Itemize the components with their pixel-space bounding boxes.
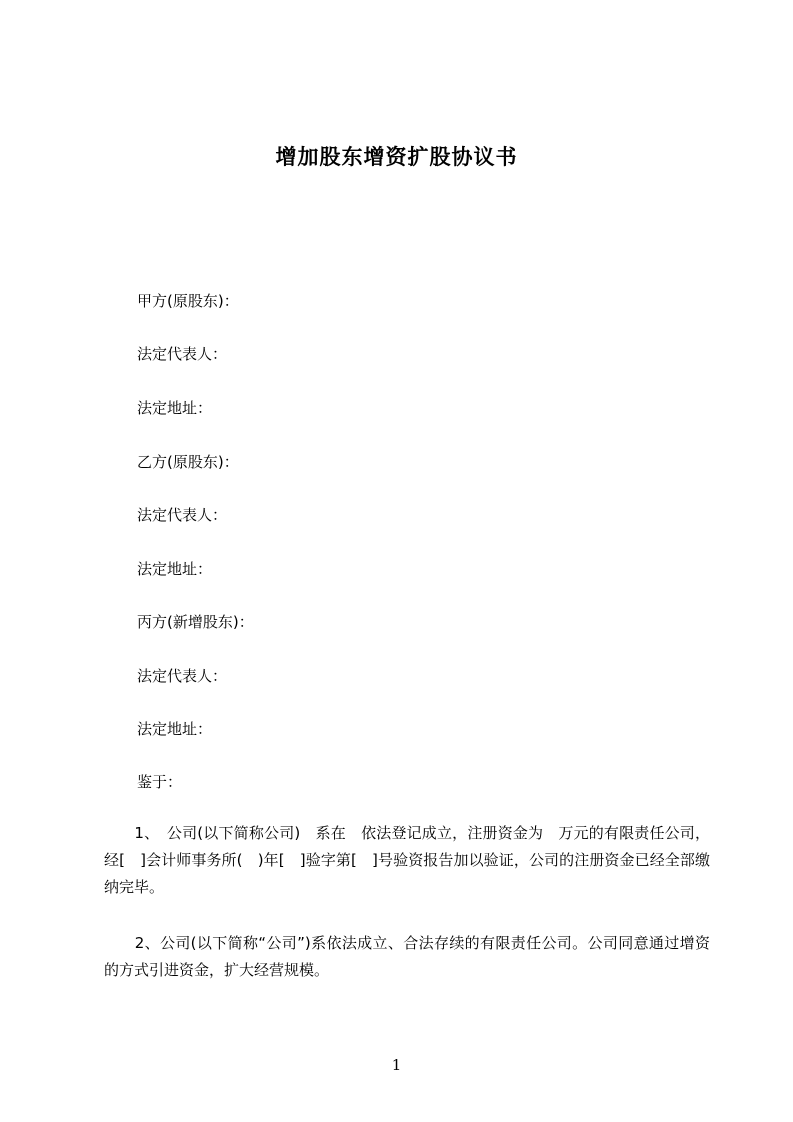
- party-c-address-label: 法定地址：: [137, 720, 213, 738]
- party-b-label: 乙方(原股东)：: [137, 453, 239, 471]
- party-b-representative-label: 法定代表人：: [137, 506, 228, 524]
- party-a-representative-label: 法定代表人：: [137, 345, 228, 363]
- party-a-label: 甲方(原股东)：: [137, 292, 239, 310]
- party-c-label: 丙方(新增股东)：: [137, 613, 254, 631]
- document-title: 增加股东增资扩股协议书: [275, 145, 518, 169]
- recital-paragraph-1: 1、 公司(以下简称公司) 系在 依法登记成立，注册资金为 万元的有限责任公司，经[ ]会计师事务所( )年[ ]验字第[ ]号验资报告加以验证，公司的注册资金已经全部缴纳完毕。: [104, 824, 710, 896]
- party-b-address-label: 法定地址：: [137, 560, 213, 578]
- party-a-address-label: 法定地址：: [137, 399, 213, 417]
- party-c-representative-label: 法定代表人：: [137, 667, 228, 685]
- page-number: 1: [391, 1056, 402, 1074]
- recital-paragraph-2: 2、公司(以下简称“公司”)系依法成立、合法存续的有限责任公司。公司同意通过增资的方式引进资金，扩大经营规模。: [104, 934, 710, 979]
- whereas-label: 鉴于：: [137, 773, 183, 791]
